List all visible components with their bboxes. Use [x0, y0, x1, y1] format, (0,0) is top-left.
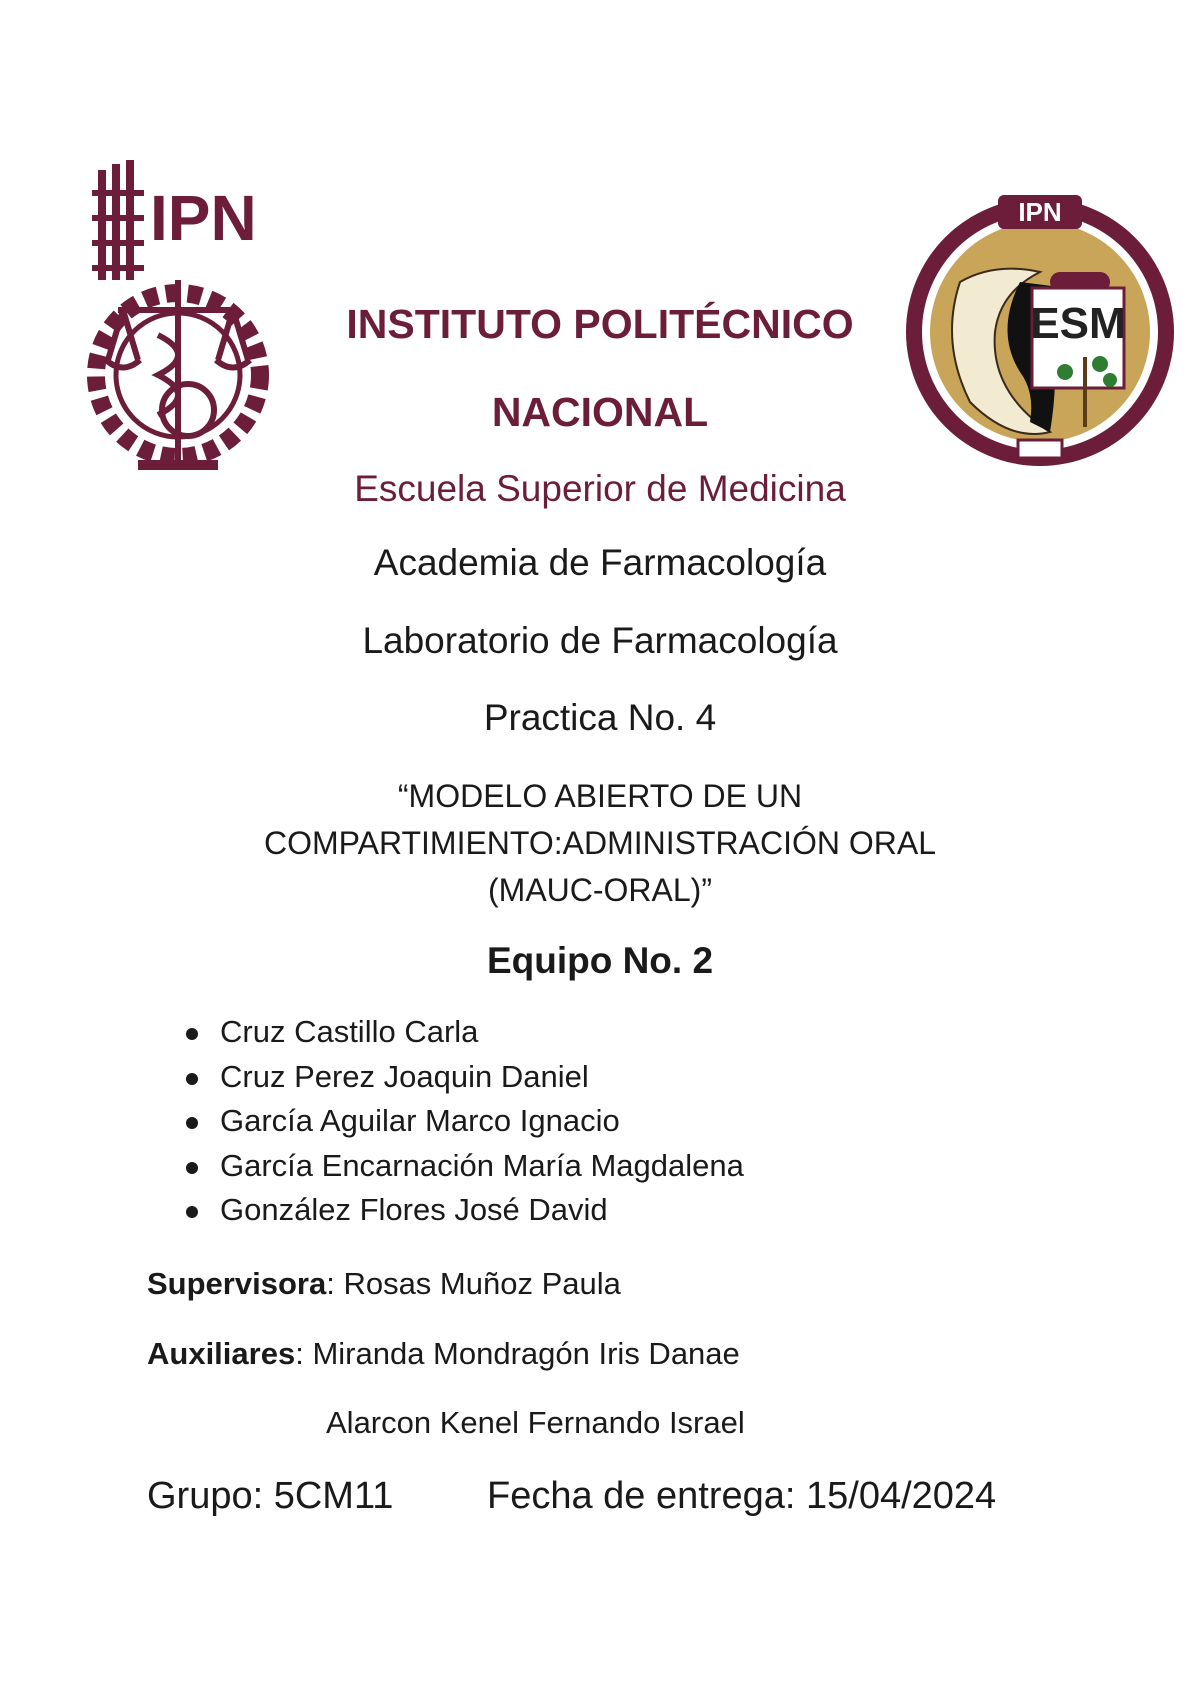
institution-title	[0, 280, 1200, 456]
team-member: Cruz Perez Joaquin Daniel	[180, 1055, 744, 1100]
team-title: Equipo No. 2	[486, 940, 714, 981]
team-member: Cruz Castillo Carla	[180, 1010, 744, 1055]
team-member-list	[180, 1010, 744, 1233]
auxiliaries-label: Auxiliares	[147, 1336, 296, 1371]
academy-name: Academia de Farmacología	[373, 542, 827, 583]
group-label: Grupo: 5CM11	[147, 1475, 394, 1517]
laboratory-name: Laboratorio de Farmacología	[362, 620, 838, 661]
auxiliary-name: Alarcon Kenel Fernando Israel	[326, 1405, 745, 1440]
team-member: González Flores José David	[180, 1188, 744, 1233]
model-title	[0, 773, 1200, 914]
team-member: García Aguilar Marco Ignacio	[180, 1099, 744, 1144]
auxiliaries-separator: :	[295, 1336, 313, 1371]
supervisor-separator: :	[326, 1266, 344, 1301]
practice-number: Practica No. 4	[483, 697, 717, 738]
model-title-line3: (MAUC-ORAL)”	[488, 872, 712, 908]
auxiliary-name: Miranda Mondragón Iris Danae	[312, 1336, 740, 1371]
team-member: García Encarnación María Magdalena	[180, 1144, 744, 1189]
supervisor-label: Supervisora	[147, 1266, 327, 1301]
model-title-line1: “MODELO ABIERTO DE UN	[397, 778, 803, 814]
institution-title-line1: INSTITUTO POLITÉCNICO	[346, 301, 854, 347]
esm-logo-text: ESM	[1030, 299, 1126, 348]
auxiliaries-line	[147, 1336, 740, 1372]
delivery-date: Fecha de entrega: 15/04/2024	[487, 1475, 997, 1517]
school-name: Escuela Superior de Medicina	[354, 468, 846, 509]
institution-title-line2: NACIONAL	[491, 389, 709, 435]
supervisor-line	[147, 1266, 621, 1302]
ipn-logo-text: IPN	[150, 182, 257, 254]
esm-ipn-text: IPN	[1018, 197, 1062, 227]
supervisor-name: Rosas Muñoz Paula	[343, 1266, 621, 1301]
model-title-line2: COMPARTIMIENTO:ADMINISTRACIÓN ORAL	[263, 825, 937, 861]
